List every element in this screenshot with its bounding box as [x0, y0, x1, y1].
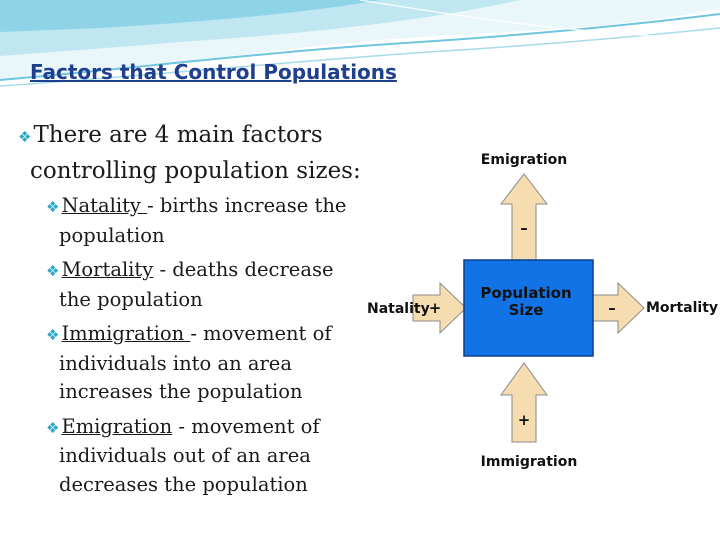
factor-term: Immigration	[61, 322, 191, 345]
factor-list	[46, 192, 363, 499]
bullet-icon: ❖	[46, 198, 60, 216]
emigration-label: Emigration	[480, 152, 568, 168]
intro-bullet	[18, 118, 363, 188]
immigration-label: Immigration	[480, 454, 578, 470]
factor-term: Mortality	[61, 258, 154, 281]
bullet-icon: ❖	[46, 326, 60, 344]
factor-description: - births increase the population	[59, 194, 347, 247]
intro-text: There are 4 main factors controlling population sizes:	[30, 122, 361, 184]
immigration-sign: +	[517, 411, 531, 429]
mortality-sign: –	[608, 299, 616, 317]
factor-immigration	[46, 320, 363, 407]
factor-emigration	[46, 413, 363, 500]
mortality-label: Mortality	[646, 300, 719, 316]
natality-label: Natality	[367, 301, 430, 317]
mortality-arrow	[593, 283, 644, 333]
factor-description: - movement of individuals into an area increases the population	[59, 322, 332, 403]
factor-term: Emigration	[61, 414, 173, 438]
population-size-label-line1: Population	[480, 284, 572, 302]
bullet-icon: ❖	[46, 262, 60, 280]
natality-sign: +	[428, 299, 442, 317]
factor-description: - deaths decrease the population	[59, 258, 334, 311]
immigration-arrow	[501, 363, 547, 442]
factor-description: - movement of individuals out of an area decreases the population	[59, 414, 320, 496]
slide-title: Factors that Control Populations	[30, 60, 397, 84]
factor-term: Natality	[61, 194, 148, 217]
bullet-icon: ❖	[18, 128, 32, 146]
bullet-content	[18, 118, 363, 505]
population-diagram	[362, 138, 719, 476]
emigration-arrow	[501, 174, 547, 260]
factor-mortality	[46, 256, 363, 314]
emigration-sign: –	[520, 219, 528, 237]
bullet-icon: ❖	[46, 418, 60, 437]
population-size-label-line2: Size	[508, 301, 544, 319]
factor-natality	[46, 192, 363, 250]
